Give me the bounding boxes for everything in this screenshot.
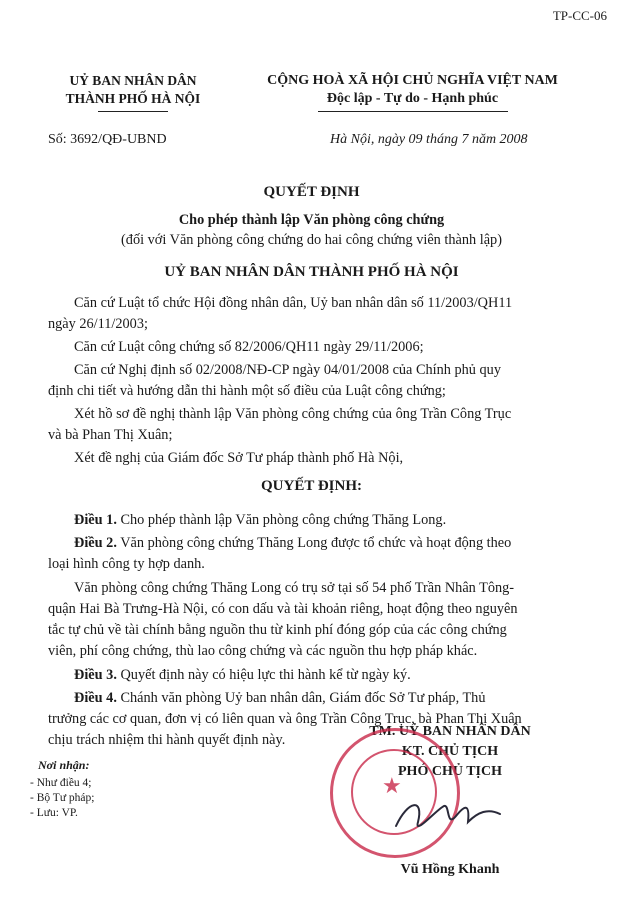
basis-4-line-2: và bà Phan Thị Xuân; bbox=[48, 427, 173, 443]
basis-5: Xét đề nghị của Giám đốc Sở Tư pháp thành phố Hà Nội, bbox=[74, 450, 404, 466]
issuer-heading: UỶ BAN NHÂN DÂN THÀNH PHỐ HÀ NỘI bbox=[164, 264, 459, 280]
basis-1-line-1: Căn cứ Luật tổ chức Hội đồng nhân dân, Uỷ ban nhân dân số 11/2003/QH11 bbox=[74, 295, 513, 311]
article-3-label: Điều 3. bbox=[74, 667, 117, 683]
article-2-label: Điều 2. bbox=[74, 535, 117, 551]
office-paragraph-line-3: tắc tự chủ về tài chính bằng nguồn thu từ kinh phí đóng góp của các công chứng bbox=[48, 622, 507, 638]
recipient-item: - Lưu: VP. bbox=[30, 807, 78, 819]
article-2-line-2: loại hình công ty hợp danh. bbox=[48, 556, 205, 572]
signature-line-2: KT. CHỦ TỊCH bbox=[401, 744, 499, 759]
document-title: QUYẾT ĐỊNH bbox=[263, 184, 360, 200]
basis-4-line-1: Xét hồ sơ đề nghị thành lập Văn phòng công chứng của ông Trần Công Trục bbox=[74, 406, 512, 422]
basis-3-line-1: Căn cứ Nghị định số 02/2008/NĐ-CP ngày 04/01/2008 của Chính phủ quy bbox=[74, 362, 501, 378]
motto: Độc lập - Tự do - Hạnh phúc bbox=[326, 91, 499, 106]
recipients-heading: Nơi nhận: bbox=[38, 758, 90, 772]
office-paragraph-line-4: viên, phí công chứng, thù lao công chứng và các nguồn thu hợp pháp khác. bbox=[48, 643, 478, 659]
basis-3-line-2: định chi tiết và hướng dẫn thi hành một số điều của Luật công chứng; bbox=[48, 383, 446, 399]
document-number: Số: 3692/QĐ-UBND bbox=[48, 132, 167, 147]
office-paragraph-line-2: quận Hai Bà Trưng-Hà Nội, có con dấu và tài khoản riêng, hoạt động theo nguyên bbox=[48, 601, 518, 617]
office-paragraph-line-1: Văn phòng công chứng Thăng Long có trụ sở tại số 54 phố Trần Nhân Tông- bbox=[74, 580, 515, 596]
agency-line-2: THÀNH PHỐ HÀ NỘI bbox=[65, 91, 201, 106]
article-2 bbox=[74, 533, 584, 554]
seal-star-icon: ★ bbox=[382, 773, 402, 798]
signature-line-3: PHÓ CHỦ TỊCH bbox=[398, 764, 502, 779]
handwritten-signature bbox=[388, 792, 508, 842]
recipient-item: - Như điều 4; bbox=[30, 777, 92, 789]
place-date: Hà Nội, ngày 09 tháng 7 năm 2008 bbox=[330, 132, 528, 147]
signer-name: Vũ Hồng Khanh bbox=[400, 862, 500, 877]
article-4 bbox=[74, 688, 584, 709]
basis-1-line-2: ngày 26/11/2003; bbox=[48, 316, 148, 332]
signature-line-1: TM. UỶ BAN NHÂN DÂN bbox=[369, 724, 531, 739]
agency-line-1: UỶ BAN NHÂN DÂN bbox=[69, 73, 197, 88]
country-name: CỘNG HOÀ XÃ HỘI CHỦ NGHĨA VIỆT NAM bbox=[267, 73, 558, 88]
article-1-text: Cho phép thành lập Văn phòng công chứng Thăng Long. bbox=[116, 512, 447, 528]
issuing-agency bbox=[48, 72, 218, 108]
article-3 bbox=[74, 665, 584, 686]
article-4-text: Chánh văn phòng Uỷ ban nhân dân, Giám đốc Sở Tư pháp, Thủ bbox=[116, 690, 486, 706]
article-4-line-2: trưởng các cơ quan, đơn vị có liên quan và ông Trần Công Trục, bà Phan Thị Xuân bbox=[48, 711, 522, 727]
document-subtitle: Cho phép thành lập Văn phòng công chứng bbox=[178, 212, 445, 228]
form-code: TP-CC-06 bbox=[552, 8, 607, 23]
motto-underline bbox=[318, 111, 508, 112]
agency-underline bbox=[98, 111, 168, 112]
article-2-text: Văn phòng công chứng Thăng Long được tổ chức và hoạt động theo bbox=[116, 535, 512, 551]
article-1 bbox=[74, 510, 584, 531]
article-3-text: Quyết định này có hiệu lực thi hành kể từ ngày ký. bbox=[116, 667, 411, 683]
recipients-list bbox=[30, 776, 94, 821]
article-4-line-3: chịu trách nhiệm thi hành quyết định này. bbox=[48, 732, 286, 748]
basis-2: Căn cứ Luật công chứng số 82/2006/QH11 ngày 29/11/2006; bbox=[74, 339, 424, 355]
decide-heading: QUYẾT ĐỊNH: bbox=[261, 478, 362, 494]
national-motto bbox=[240, 72, 585, 108]
recipient-item: - Bộ Tư pháp; bbox=[30, 792, 95, 804]
article-4-label: Điều 4. bbox=[74, 690, 117, 706]
subtitle-note: (đối với Văn phòng công chứng do hai công chứng viên thành lập) bbox=[121, 232, 502, 248]
article-1-label: Điều 1. bbox=[74, 512, 117, 528]
